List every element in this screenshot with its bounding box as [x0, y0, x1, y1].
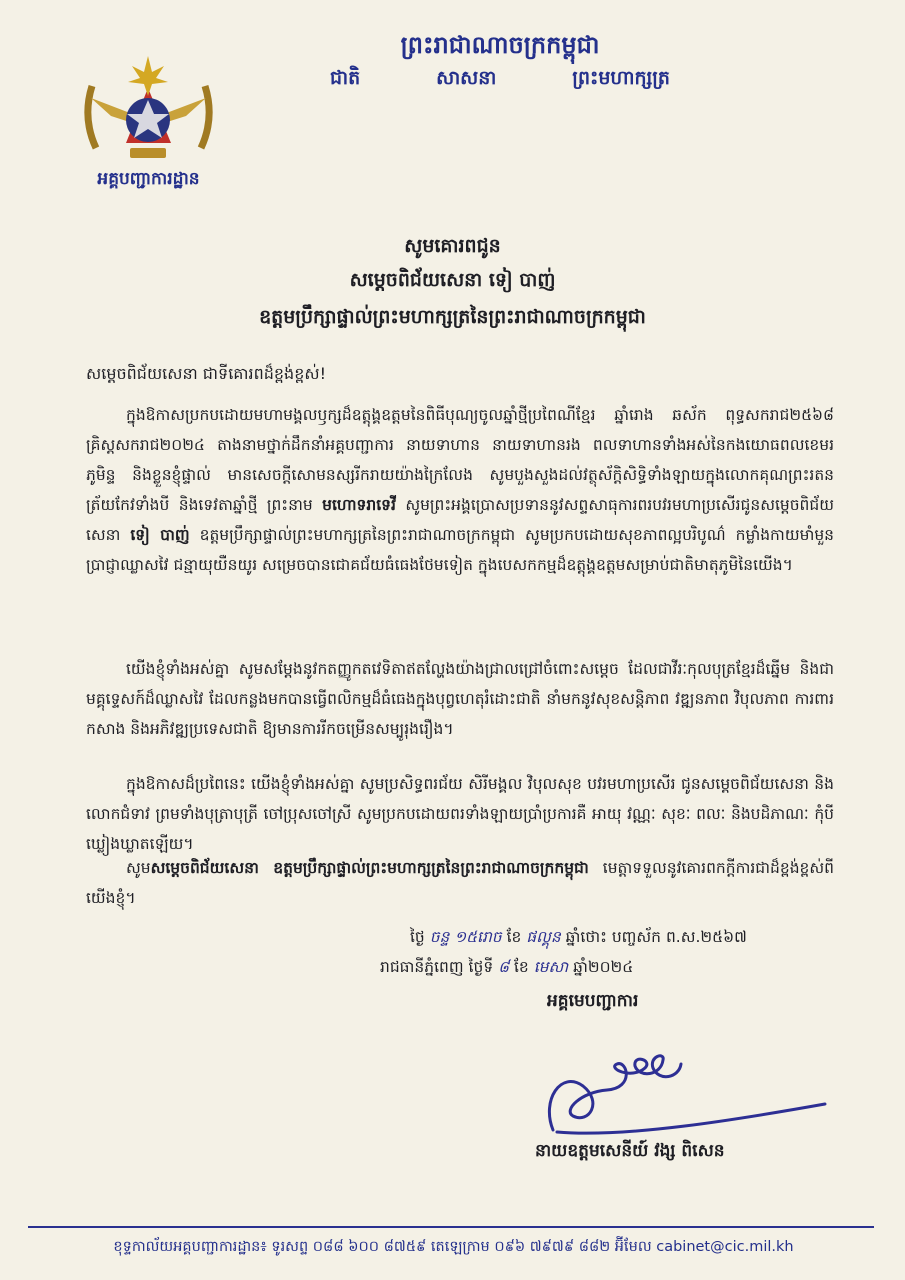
handwritten-signature — [535, 1020, 835, 1140]
signer-title: អគ្គមេបញ្ជាការ — [547, 991, 639, 1011]
paragraph-4-text-a: សូម — [126, 859, 151, 877]
solar-date-line — [380, 957, 633, 980]
lunar-day: ១៥រោច — [454, 928, 502, 946]
lunar-prefix: ថ្ងៃ — [410, 928, 425, 946]
addressee-name: សម្តេចពិជ័យសេនា ទៀ បាញ់ — [349, 269, 556, 291]
footer-divider — [28, 1226, 874, 1228]
motto-nation: ជាតិ — [330, 67, 361, 89]
paragraph-1-text-a: ក្នុងឱកាសប្រកបដោយមហាមង្គលឫក្សដ៏ឧត្តុង្គឧត្តមនៃពិធីបុណ្យចូលឆ្នាំថ្មីប្រពៃណីខ្មែរ ឆ្នាំរោង ឆស័ក ពុទ្ធសករាជ២៥៦៨ គ្រិស្តសករាជ២០២៤ តាងនាមថ្នាក់ដឹកនាំអគ្គបញ្ជាការ នាយទាហាន នាយទាហានរង ពលទាហានទាំងអស់នៃកងយោធពលខេមរភូមិន្ទ និងខ្លួនខ្ញុំផ្ទាល់ មានសេចក្តីសោមនស្សរីករាយយ៉ាងក្រៃលែង សូមបួងសួងដល់វត្ថុស័ក្តិសិទ្ធិទាំងឡាយក្នុងលោកគុណព្រះរតនត្រ័យកែវទាំងបី និងទេវតាឆ្នាំថ្មី ព្រះនាម — [86, 406, 834, 514]
paragraph-1-text-b: សូមព្រះអង្គប្រោសប្រទាននូវសព្ទសាធុការពរបវរមហាប្រសើរជូនសម្តេចពិជ័យសេនា — [86, 496, 834, 544]
paragraph-4 — [86, 853, 834, 913]
place-and-day-label: រាជធានីភ្នំពេញ ថ្ងៃទី — [380, 958, 494, 976]
organization-name: អគ្គបញ្ជាការដ្ឋាន — [97, 169, 200, 189]
motto-religion: សាសនា — [436, 67, 497, 89]
paragraph-4-title: សម្តេចពិជ័យសេនា ឧត្តមប្រឹក្សាផ្ទាល់ព្រះមហាក្សត្រនៃព្រះរាជាណាចក្រកម្ពុជា — [150, 859, 589, 877]
paragraph-2: យើងខ្ញុំទាំងអស់គ្នា សូមសម្តែងនូវកតញ្ញូកតវេទិតាឥតល្ហែងយ៉ាងជ្រាលជ្រៅចំពោះសម្តេច ដែលជាវីរៈកុលបុត្រខ្មែរដ៏ឆ្នើម និងជាមគ្គុទ្ទេសក៍ដ៏ឈ្លាសវៃ ដែលកន្លងមកបានធ្វើពលិកម្មដ៏ធំធេងក្នុងបុព្វហេតុរំដោះជាតិ នាំមកនូវសុខសន្តិភាព វឌ្ឍនភាព វិបុលភាព ការពារ កសាង និងអភិវឌ្ឍប្រទេសជាតិ ឱ្យមានការរីកចម្រើនសម្បូរុងរឿង។ — [86, 660, 834, 738]
motto-king: ព្រះមហាក្សត្រ — [572, 67, 670, 89]
paragraph-4-text-c: មេត្តាទទួលនូវគោរពកក្តីការជាដ៏ខ្ពង់ខ្ពស់ពីយើងខ្ញុំ។ — [86, 859, 834, 907]
lunar-month-label: ខែ — [506, 928, 522, 946]
addressee-inline-name: ទៀ បាញ់ — [130, 526, 190, 544]
paragraph-3: ក្នុងឱកាសដ៏ប្រពៃនេះ យើងខ្ញុំទាំងអស់គ្នា សូមប្រសិទ្ធពរជ័យ សិរីមង្គល វិបុលសុខ បវរមហាប្រសើរ ជូនសម្តេចពិជ័យសេនា និងលោកជំទាវ ព្រមទាំងបុត្រាបុត្រី ចៅប្រុសចៅស្រី សូមប្រកបដោយពរទាំងឡាយប្រាំប្រការគឺ អាយុ វណ្ណៈ សុខៈ ពលៈ និងបដិភាណៈ កុំបីឃ្លៀងឃ្លាតឡើយ។ — [86, 775, 834, 853]
lunar-date-line — [410, 927, 747, 950]
solar-month-label: ខែ — [514, 958, 529, 976]
addressee-title: ឧត្តមប្រឹក្សាផ្ទាល់ព្រះមហាក្សត្រនៃព្រះរាជាណាចក្រកម្ពុជា — [259, 306, 646, 328]
lunar-weekday: ចន្ទ — [429, 928, 450, 946]
solar-year: ឆ្នាំ២០២៤ — [573, 958, 634, 976]
solar-day: ៨ — [498, 958, 510, 976]
military-emblem-logo — [76, 48, 221, 168]
solar-month: មេសា — [533, 958, 569, 976]
deity-name: មហោទរាទេវី — [322, 496, 396, 514]
lunar-month: ផល្គុន — [526, 928, 561, 946]
kingdom-title: ព្រះរាជាណាចក្រកម្ពុជា — [400, 31, 600, 59]
salutation: សម្តេចពិជ័យសេនា ជាទីគោរពដ៏ខ្ពង់ខ្ពស់! — [86, 364, 327, 383]
signer-name: នាយឧត្តមសេនីយ៍ វង្ស ពិសេន — [535, 1141, 725, 1161]
national-motto — [330, 66, 670, 94]
addressee-greeting: សូមគោរពជូន — [404, 235, 501, 257]
paragraph-1 — [86, 400, 834, 580]
paragraph-1-text-c: ឧត្តមប្រឹក្សាផ្ទាល់ព្រះមហាក្សត្រនៃព្រះរាជាណាចក្រកម្ពុជា សូមប្រកបដោយសុខភាពល្អបរិបូណ៌ កម្លាំងកាយមាំមួន ប្រាជ្ញាឈ្លាសវៃ ជន្មាយុយឺនយូរ សម្រេចបានជោគជ័យធំធេងថែមទៀត ក្នុងបេសកកម្មដ៏ឧត្តុង្គឧត្តមសម្រាប់ជាតិមាតុភូមិនៃយើង។ — [86, 526, 835, 574]
lunar-year: ឆ្នាំថោះ បញ្ចស័ក ព.ស.២៥៦៧ — [565, 928, 747, 946]
footer-contact: ខុទ្ទកាល័យអគ្គបញ្ជាការដ្ឋាន៖ ទូរសព្ទ ០៨៨ ៦០០ ៨៧៥៩ តេឡេក្រាម ០៩៦ ៧៩៧៩ ៨៨២ អ៊ីមែល cabinet@cic.mil.kh — [113, 1239, 794, 1255]
